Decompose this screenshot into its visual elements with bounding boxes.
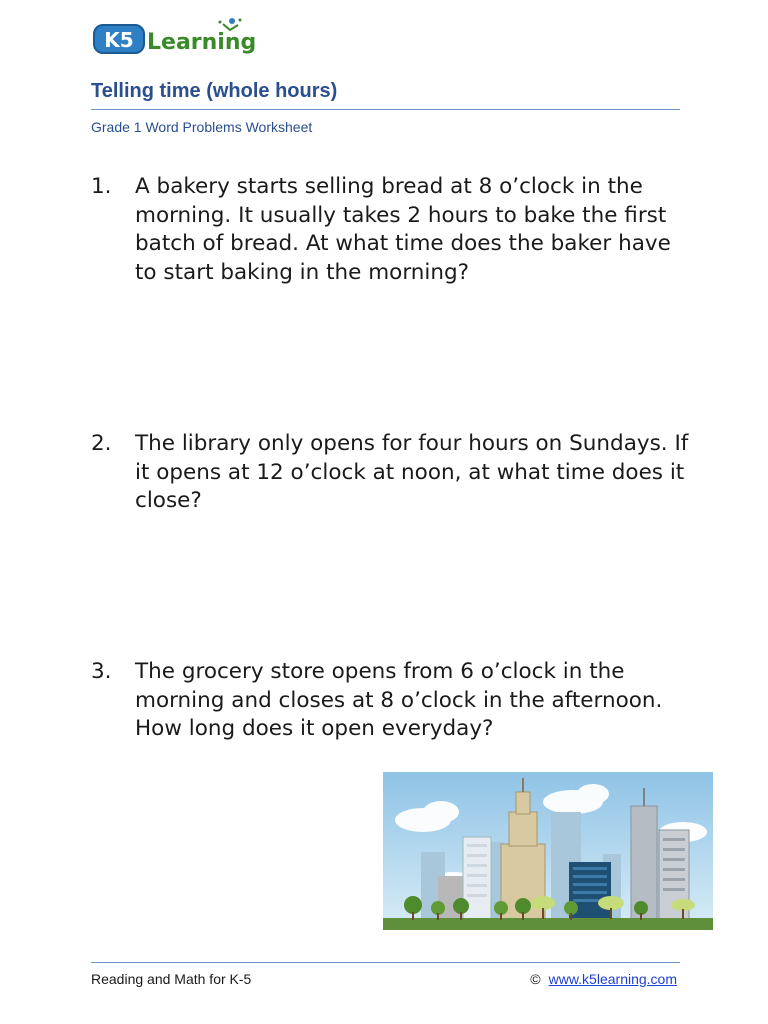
logo-figure-icon — [219, 18, 242, 30]
problem-number: 2. — [91, 431, 112, 456]
footer-tagline: Reading and Math for K-5 — [91, 971, 252, 987]
city-skyline-illustration — [383, 772, 713, 930]
worksheet-title: Telling time (whole hours) — [91, 80, 338, 102]
problem-text: A bakery starts selling bread at 8 o’clock in the morning. It usually takes 2 hours to bake the first batch of bread. At what time does the baker have to start baking in the morning? — [135, 174, 671, 285]
problem-text: The grocery store opens from 6 o’clock in the morning and closes at 8 o’clock in the afternoon. How long does it open everyday? — [135, 659, 663, 741]
logo-k5-text: K5 — [104, 28, 134, 52]
worksheet-subtitle: Grade 1 Word Problems Worksheet — [91, 119, 313, 135]
footer-divider — [91, 962, 680, 963]
k5-learning-logo — [92, 16, 262, 60]
problem-number: 1. — [91, 174, 112, 199]
problem-text: The library only opens for four hours on Sundays. If it opens at 12 o’clock at noon, at what time does it close? — [135, 431, 689, 513]
website-link[interactable]: www.k5learning.com — [548, 971, 677, 987]
footer-copyright — [530, 971, 677, 987]
problem-number: 3. — [91, 659, 112, 684]
copyright-symbol: © — [530, 971, 541, 987]
header-divider — [91, 109, 680, 110]
logo-word-text: Learning — [147, 30, 257, 55]
